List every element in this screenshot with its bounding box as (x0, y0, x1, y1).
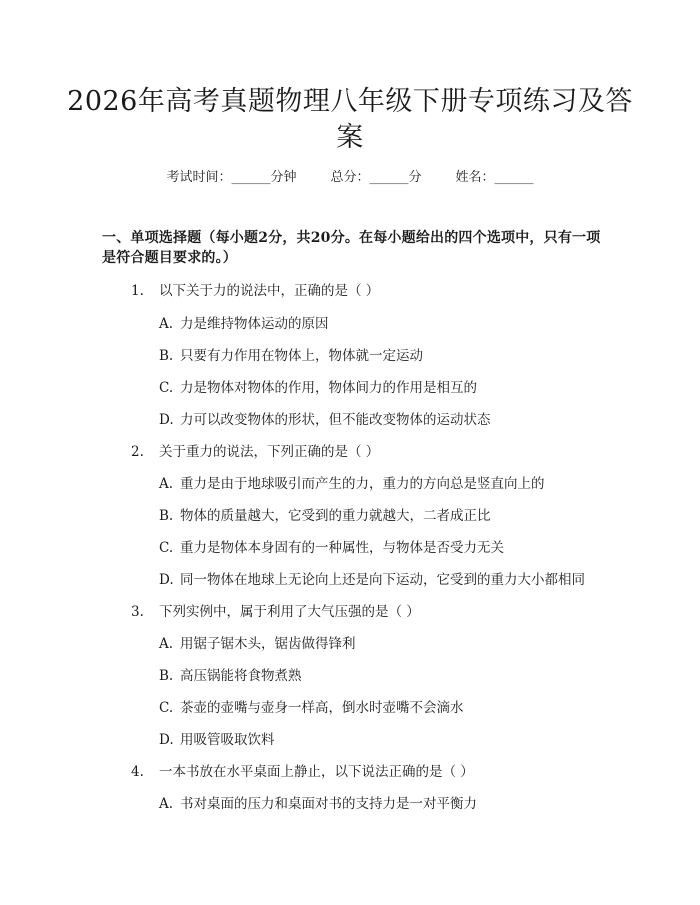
document-title: 2026年高考真题物理八年级下册专项练习及答案 (67, 86, 633, 153)
option-letter: B. (159, 668, 174, 684)
answer-option (159, 506, 491, 526)
question-stem (131, 442, 379, 462)
answer-option (159, 314, 329, 334)
option-text: 物体的质量越大，它受到的重力就越大，二者成正比 (180, 508, 491, 524)
option-text: 高压锅能将食物煮熟 (180, 668, 302, 684)
answer-option (159, 794, 477, 814)
option-text: 书对桌面的压力和桌面对书的支持力是一对平衡力 (180, 796, 477, 812)
question-stem (131, 602, 420, 622)
option-letter: A. (159, 796, 174, 812)
option-text: 重力是物体本身固有的一种属性，与物体是否受力无关 (180, 540, 504, 556)
option-text: 用锯子锯木头，锯齿做得锋利 (180, 636, 356, 652)
question-stem (131, 281, 379, 301)
option-text: 同一物体在地球上无论向上还是向下运动，它受到的重力大小都相同 (180, 572, 585, 588)
option-letter: D. (159, 732, 174, 748)
answer-option (159, 570, 585, 590)
option-letter: A. (159, 316, 174, 332)
question-number: 1. (131, 283, 144, 299)
option-text: 只要有力作用在物体上，物体就一定运动 (180, 348, 423, 364)
answer-option (159, 730, 275, 750)
answer-option (159, 474, 545, 494)
exam-meta-line (0, 168, 700, 188)
option-letter: C. (159, 540, 174, 556)
exam-time-field: 考试时间：______分钟 (166, 170, 297, 185)
option-text: 力是物体对物体的作用，物体间力的作用是相互的 (180, 380, 477, 396)
question-text: 关于重力的说法，下列正确的是（ ） (159, 444, 380, 460)
option-letter: B. (159, 348, 174, 364)
question-number: 2. (131, 444, 144, 460)
answer-option (159, 410, 491, 430)
option-letter: D. (159, 412, 174, 428)
answer-option (159, 698, 464, 718)
option-text: 重力是由于地球吸引而产生的力，重力的方向总是竖直向上的 (180, 476, 545, 492)
option-text: 力可以改变物体的形状，但不能改变物体的运动状态 (180, 412, 491, 428)
section-heading: 一、单项选择题（每小题2分，共20分。在每小题给出的四个选项中，只有一项是符合题目要求的。） (102, 230, 601, 266)
option-text: 用吸管吸取饮料 (180, 732, 275, 748)
option-text: 茶壶的壶嘴与壶身一样高，倒水时壶嘴不会滴水 (180, 700, 464, 716)
question-stem (131, 762, 474, 782)
option-letter: C. (159, 380, 174, 396)
option-letter: A. (159, 636, 174, 652)
option-letter: A. (159, 476, 174, 492)
question-text: 一本书放在水平桌面上静止，以下说法正确的是（ ） (159, 764, 474, 780)
total-score-field: 总分：______分 (330, 170, 422, 185)
answer-option (159, 666, 302, 686)
option-text: 力是维持物体运动的原因 (180, 316, 329, 332)
option-letter: B. (159, 508, 174, 524)
option-letter: C. (159, 700, 174, 716)
question-text: 以下关于力的说法中，正确的是（ ） (159, 283, 380, 299)
question-number: 3. (131, 604, 144, 620)
question-number: 4. (131, 764, 144, 780)
answer-option (159, 346, 423, 366)
student-name-field: 姓名：______ (455, 170, 534, 185)
question-text: 下列实例中，属于利用了大气压强的是（ ） (159, 604, 420, 620)
answer-option (159, 634, 356, 654)
answer-option (159, 378, 477, 398)
option-letter: D. (159, 572, 174, 588)
answer-option (159, 538, 504, 558)
